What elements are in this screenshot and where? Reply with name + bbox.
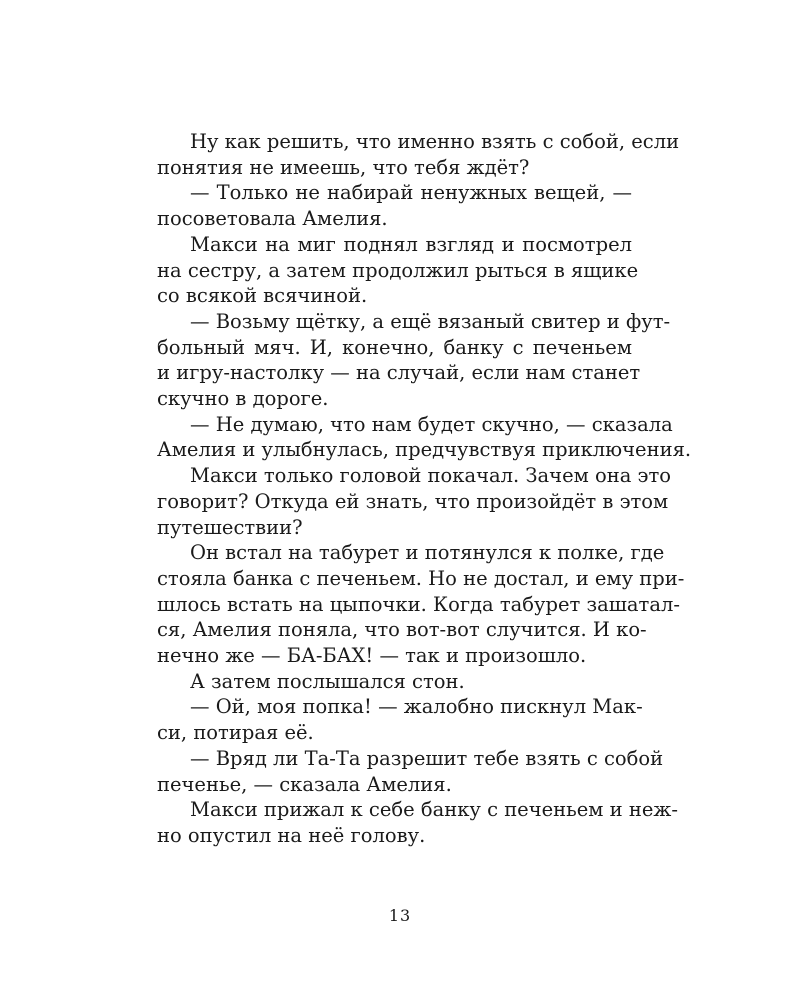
paragraph [124,232,639,309]
paragraph [124,746,664,797]
text-line: на сестру, а затем продолжил рыться в ящике [157,258,639,282]
text-line: понятия не имеешь, что тебя ждёт? [157,155,530,179]
text-line: Макси на миг поднял взгляд и посмотрел [190,232,632,256]
text-line: но опустил на неё голову. [157,823,426,847]
text-line: Он встал на табурет и потянулся к полке, где [190,541,665,565]
body-text [124,129,692,849]
text-line: скучно в дороге. [157,387,329,411]
paragraph [124,412,692,463]
text-line: говорит? Откуда ей знать, что произойдёт в этом [157,489,669,513]
text-line: — Ой, моя попка! — жалобно пискнул Мак- [190,695,643,719]
text-line: — Возьму щётку, а ещё вязаный свитер и фут- [190,309,671,333]
paragraph [124,463,671,540]
paragraph [124,694,643,745]
text-line: путешествии? [157,515,303,539]
text-line: шлось встать на цыпочки. Когда табурет зашатал- [157,592,680,616]
paragraph [124,129,680,180]
text-line: и игру-настолку — на случай, если нам станет [157,361,641,385]
text-line: Амелия и улыбнулась, предчувствуя приключения. [157,438,692,462]
text-line: Ну как решить, что именно взять с собой, если [190,130,680,153]
text-line: нечно же — БА-БАХ! — так и произошло. [157,644,587,668]
paragraph [124,669,632,695]
paragraph [124,180,632,231]
text-line: стояла банка с печеньем. Но не достал, и ему при- [157,566,685,590]
paragraph [124,309,671,412]
text-line: Макси только головой покачал. Зачем она это [190,464,671,488]
text-line: — Только не набирай ненужных вещей, — [190,181,632,205]
text-line: — Не думаю, что нам будет скучно, — сказала [190,412,673,436]
paragraph [124,540,685,669]
text-line: больный мяч. И, конечно, банку с печеньем [157,335,632,359]
text-line: Макси прижал к себе банку с печеньем и неж- [190,798,678,822]
text-line: ся, Амелия поняла, что вот-вот случится. И ко- [157,618,647,642]
text-line: со всякой всячиной. [157,284,368,308]
text-line: посоветовала Амелия. [157,207,388,231]
text-line: А затем послышался стон. [190,669,465,693]
text-line: — Вряд ли Та-Та разрешит тебе взять с собой [190,746,664,770]
text-line: печенье, — сказала Амелия. [157,772,452,796]
page-number: 13 [388,906,412,925]
paragraph [124,797,678,848]
text-line: си, потирая её. [157,721,314,745]
